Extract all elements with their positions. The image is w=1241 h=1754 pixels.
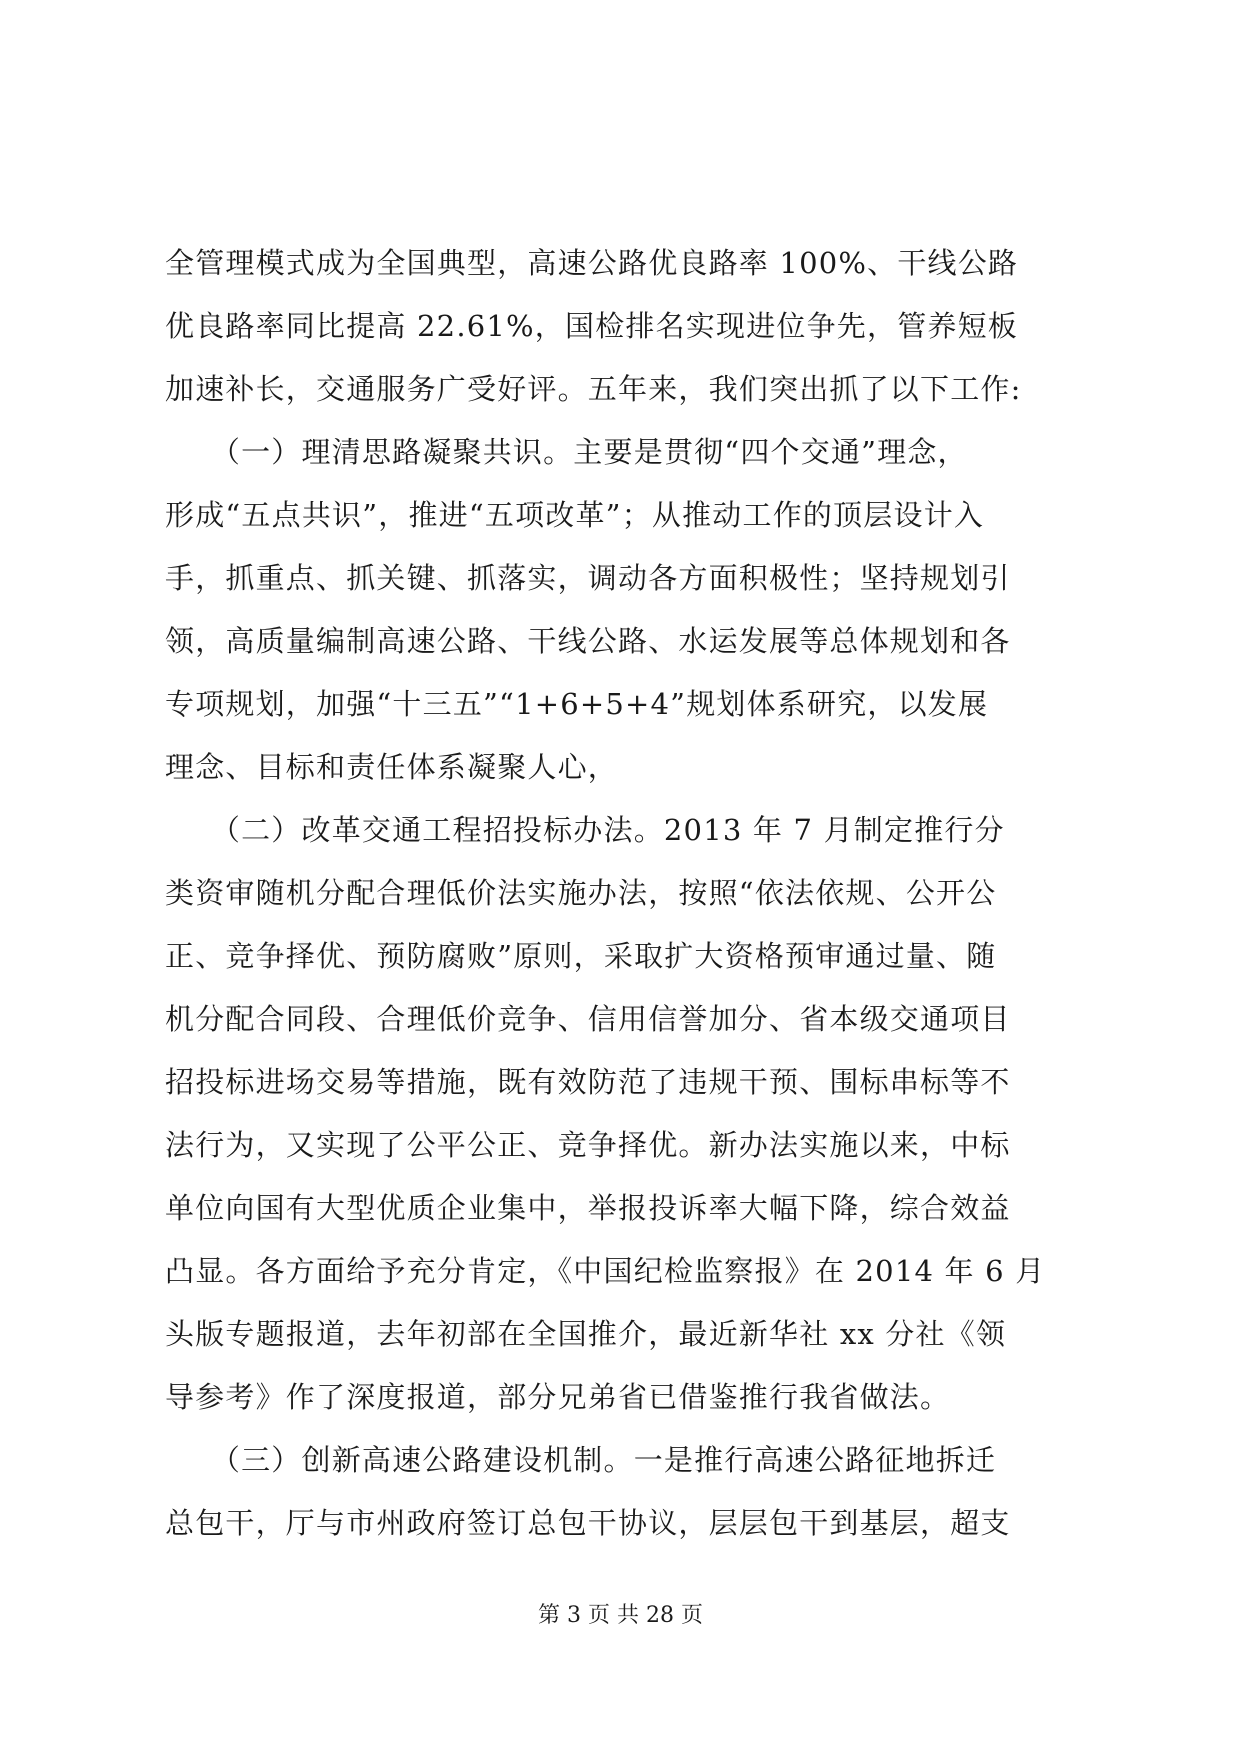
text-line: （三）创新高速公路建设机制。一是推行高速公路征地拆迁 — [165, 1443, 997, 1477]
text-line: 头版专题报道，去年初部在全国推介，最近新华社 xx 分社《领 — [165, 1317, 1007, 1351]
text-line: 专项规划，加强“十三五”“1+6+5+4”规划体系研究，以发展 — [165, 687, 989, 721]
page-number-footer: 第 3 页 共 28 页 — [538, 1603, 703, 1628]
text-line: 全管理模式成为全国典型，高速公路优良路率 100%、干线公路 — [165, 246, 1019, 280]
text-line: 类资审随机分配合理低价法实施办法，按照“依法依规、公开公 — [165, 876, 997, 910]
body-text — [165, 232, 1085, 1555]
text-line: 机分配合同段、合理低价竞争、信用信誉加分、省本级交通项目 — [165, 1002, 1011, 1036]
text-line: 加速补长，交通服务广受好评。五年来，我们突出抓了以下工作: — [165, 372, 1022, 406]
text-line: 正、竞争择优、预防腐败”原则，采取扩大资格预审通过量、随 — [165, 939, 997, 973]
text-line: （一）理清思路凝聚共识。主要是贯彻“四个交通”理念， — [165, 435, 968, 469]
text-line: 凸显。各方面给予充分肯定，《中国纪检监察报》在 2014 年 6 月 — [165, 1254, 1046, 1288]
text-line: 招投标进场交易等措施，既有效防范了违规干预、围标串标等不 — [165, 1065, 1011, 1099]
text-line: 手，抓重点、抓关键、抓落实，调动各方面积极性；坚持规划引 — [165, 561, 1011, 595]
text-line: 理念、目标和责任体系凝聚人心， — [165, 750, 619, 784]
text-line: 领，高质量编制高速公路、干线公路、水运发展等总体规划和各 — [165, 624, 1011, 658]
text-line: 法行为，又实现了公平公正、竞争择优。新办法实施以来，中标 — [165, 1128, 1011, 1162]
text-line: 导参考》作了深度报道，部分兄弟省已借鉴推行我省做法。 — [165, 1380, 951, 1414]
text-line: （二）改革交通工程招投标办法。2013 年 7 月制定推行分 — [165, 813, 1005, 847]
text-line: 总包干，厅与市州政府签订总包干协议，层层包干到基层，超支 — [165, 1506, 1011, 1540]
text-line: 形成“五点共识”，推进“五项改革”；从推动工作的顶层设计入 — [165, 498, 985, 532]
text-line: 单位向国有大型优质企业集中，举报投诉率大幅下降，综合效益 — [165, 1191, 1011, 1225]
text-line: 优良路率同比提高 22.61%，国检排名实现进位争先，管养短板 — [165, 309, 1018, 343]
